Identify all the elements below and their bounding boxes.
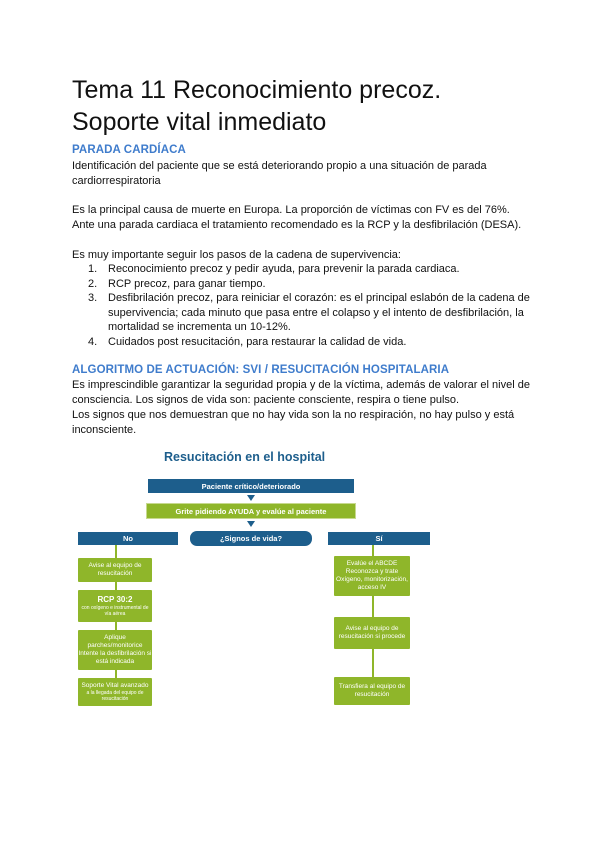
paragraph-causa-line2: Ante una parada cardiaca el tratamiento recomendado es la RCP y la desfibrilación (DESA). xyxy=(72,219,522,231)
paragraph-causa-line1: Es la principal causa de muerte en Europa. La proporción de víctimas con FV es del 76%. xyxy=(72,204,510,216)
right-step-3: Transfiera al equipo de resucitación xyxy=(334,677,410,705)
list-item: 1. Reconocimiento precoz y pedir ayuda, para prevenir la parada cardiaca. xyxy=(88,263,460,275)
critical-patient-bar: Paciente crítico/deteriorado xyxy=(148,479,354,493)
right-step-1: Evalúe el ABCDE Reconozca y trate Oxígeno, monitorización, acceso IV xyxy=(334,556,410,596)
left-step-1: Avise al equipo de resucitación xyxy=(78,558,152,582)
paragraph-seguridad: Es imprescindible garantizar la seguridad propia y de la víctima, además de valorar el nivel de consciencia. Los signos de vida son: paciente consciente, respira o tiene pulso. xyxy=(72,379,530,406)
arrow-down-icon xyxy=(247,521,255,527)
left-step-4: Soporte Vital avanzado a la llegada del equipo de resucitación xyxy=(78,678,152,706)
list-item: 2. RCP precoz, para ganar tiempo. xyxy=(88,277,266,290)
si-label-bar: Sí xyxy=(328,532,430,545)
section-heading-parada: PARADA CARDÍACA xyxy=(72,144,186,156)
list-item: 3. Desfibrilación precoz, para reiniciar el corazón: es el principal eslabón de la cadena de supervivencia; cada minuto que pasa entre el colapso y el intento de desfibrilación, la mortalidad se incrementa un 10-12%. xyxy=(88,292,530,333)
call-help-bar: Grite pidiendo AYUDA y evalúe al paciente xyxy=(146,503,356,519)
paragraph-signos: Los signos que nos demuestran que no hay vida son la no respiración, no hay pulso y está inconsciente. xyxy=(72,409,515,436)
page-title xyxy=(72,74,552,138)
no-label-bar: No xyxy=(78,532,178,545)
list-item: 4. Cuidados post resucitación, para restaurar la calidad de vida. xyxy=(88,335,407,348)
flowchart-title: Resucitación en el hospital xyxy=(164,450,326,464)
paragraph-identificacion: Identificación del paciente que se está deteriorando propio a una situación de parada cardiorrespiratoria xyxy=(72,160,487,187)
right-step-2: Avise al equipo de resucitación si procede xyxy=(334,617,410,649)
section-heading-algoritmo: ALGORITMO DE ACTUACIÓN: SVI / RESUCITACIÓN HOSPITALARIA xyxy=(72,364,450,376)
vital-signs-question: ¿Signos de vida? xyxy=(190,531,312,546)
page-title-line1: Tema 11 Reconocimiento precoz. xyxy=(72,76,442,104)
resuscitation-flowchart xyxy=(72,445,442,715)
left-step-2: RCP 30:2 con oxígeno e instrumental de vía aérea xyxy=(78,590,152,622)
arrow-down-icon xyxy=(247,495,255,501)
page-title-line2: Soporte vital inmediato xyxy=(72,108,327,136)
left-step-3: Aplique parches/monitorice Intente la desfibrilación si está indicada xyxy=(78,630,152,670)
paragraph-cadena: Es muy importante seguir los pasos de la cadena de supervivencia: xyxy=(72,249,401,261)
survival-chain-list xyxy=(72,262,542,349)
